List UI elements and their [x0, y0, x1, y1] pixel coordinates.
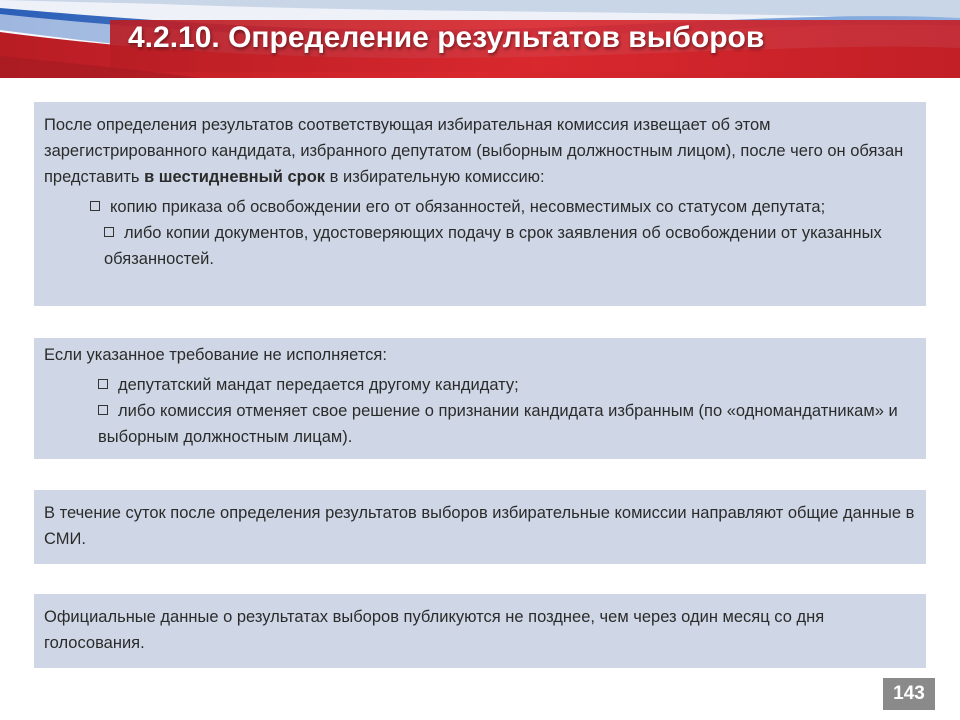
box1-intro — [44, 112, 916, 190]
header-banner — [0, 0, 960, 78]
list-item-text: либо копии документов, удостоверяющих подачу в срок заявления об освобождении от указанных обязанностей. — [104, 224, 882, 268]
list-item — [44, 372, 916, 398]
list-item-text: либо комиссия отменяет свое решение о признании кандидата избранным (по «одномандатникам» и выборным должностным лицам). — [98, 402, 898, 446]
box1-intro-bold: в шестидневный срок — [144, 168, 326, 186]
list-item-text: депутатский мандат передается другому кандидату; — [118, 376, 519, 394]
box2-intro: Если указанное требование не исполняется: — [44, 346, 387, 364]
box1-intro-end: в избирательную комиссию: — [325, 168, 545, 186]
square-bullet-icon — [104, 227, 114, 237]
square-bullet-icon — [98, 405, 108, 415]
content-box-media — [34, 490, 926, 564]
square-bullet-icon — [98, 379, 108, 389]
page-number-badge: 143 — [883, 678, 935, 710]
content-box-noncompliance — [34, 338, 926, 459]
content-box-results-notification — [34, 102, 926, 306]
square-bullet-icon — [90, 201, 100, 211]
content-box-official-publication — [34, 594, 926, 668]
slide-title: 4.2.10. Определение результатов выборов — [128, 21, 765, 54]
list-item — [44, 398, 916, 450]
box2-list — [44, 372, 916, 450]
box1-intro-text: После определения результатов соответствующая избирательная комиссия извещает об этом зарегистрированного кандидата, избранного депутатом (выборным должностным лицом), после чего он обязан представить — [44, 116, 904, 186]
list-item — [44, 194, 916, 220]
list-item — [44, 220, 916, 272]
list-item-text: копию приказа об освобождении его от обязанностей, несовместимых со статусом депутата; — [110, 198, 826, 216]
box1-list — [44, 194, 916, 272]
box4-text: Официальные данные о результатах выборов публикуются не позднее, чем через один месяц со дня голосования. — [44, 608, 825, 652]
box3-text: В течение суток после определения результатов выборов избирательные комиссии направляют общие данные в СМИ. — [44, 504, 915, 548]
